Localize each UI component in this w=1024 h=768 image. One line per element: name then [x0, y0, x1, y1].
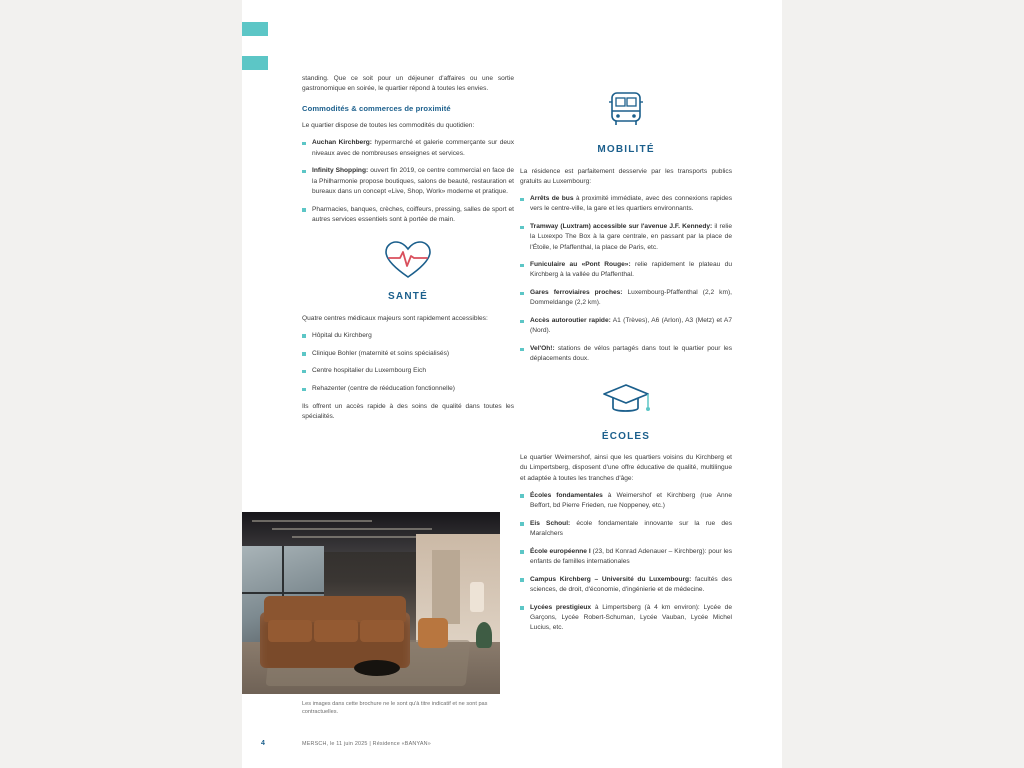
mobilite-intro: La résidence est parfaitement desservie par les transports publics gratuits au Luxembourg:	[520, 167, 732, 185]
list-item: Gares ferroviaires proches: Luxembourg-Pfaffenthal (2,2 km), Dommeldange (2,2 km).	[520, 288, 732, 308]
list-item: Écoles fondamentales à Weimershof et Kirchberg (rue Anne Beffort, bd Pierre Frieden, rue Noppeney, etc.)	[520, 491, 732, 511]
commodities-list	[302, 138, 514, 225]
list-item-label: Accès autoroutier rapide:	[530, 317, 611, 325]
list-item: Hôpital du Kirchberg	[302, 331, 514, 341]
interior-photo	[242, 512, 500, 694]
bus-icon	[520, 88, 732, 138]
list-item-label: École européenne I	[530, 547, 591, 555]
commodities-intro: Le quartier dispose de toutes les commodités du quotidien:	[302, 122, 475, 130]
left-column	[302, 74, 514, 429]
ecoles-list	[520, 491, 732, 633]
list-item-label: Campus Kirchberg – Université du Luxembourg:	[530, 575, 692, 583]
list-item-label: Arrêts de bus	[530, 195, 574, 203]
list-item: Vel'Oh!: stations de vélos partagés dans tout le quartier pour les déplacements doux.	[520, 344, 732, 364]
decorative-bar-bottom	[242, 56, 268, 70]
list-item: Pharmacies, banques, crèches, coiffeurs, pressing, salles de sport et autres services essentiels sont à portée de main.	[302, 205, 514, 225]
sante-outro: Ils offrent un accès rapide à des soins de qualité dans toutes les spécialités.	[302, 402, 514, 420]
list-item: École européenne I (23, bd Konrad Adenauer – Kirchberg): pour les enfants de familles internationales	[520, 547, 732, 567]
page-number: 4	[261, 740, 265, 747]
list-item: Clinique Bohler (maternité et soins spécialisés)	[302, 349, 514, 359]
list-item-label: Funiculaire au «Pont Rouge»:	[530, 261, 631, 269]
list-item-label: Écoles fondamentales	[530, 491, 603, 499]
list-item: Lycées prestigieux à Limpertsberg (à 4 km environ): Lycée de Garçons, Lycée Robert-Schuman, Lycée Vauban, Lycée Michel Lucius, etc.	[520, 603, 732, 634]
graduation-cap-icon	[520, 379, 732, 425]
list-item: Auchan Kirchberg: hypermarché et galerie commerçante sur deux niveaux avec de nombreuses enseignes et services.	[302, 138, 514, 158]
list-item: Campus Kirchberg – Université du Luxembourg: facultés des sciences, de droit, d'économie, d'ingénierie et de médecine.	[520, 575, 732, 595]
list-item-label: Infinity Shopping:	[312, 167, 369, 175]
list-item: Eis Schoul: école fondamentale innovante sur la rue des Maraîchers	[520, 519, 732, 539]
ecoles-intro: Le quartier Weimershof, ainsi que les quartiers voisins du Kirchberg et du Limpertsberg, disposent d'une offre éducative de qualité, multilingue et adaptée à toutes les tranches d'âge:	[520, 454, 732, 482]
photo-caption: Les images dans cette brochure ne le sont qu'à titre indicatif et ne sont pas contractuelles.	[302, 701, 488, 716]
list-item: Tramway (Luxtram) accessible sur l'avenue J.F. Kennedy: il relie la Luxexpo The Box à la gare centrale, en passant par la place de l'Étoile, le Pfaffenthal, la place de Paris, etc.	[520, 222, 732, 253]
list-item-label: Gares ferroviaires proches:	[530, 289, 623, 297]
sante-intro: Quatre centres médicaux majeurs sont rapidement accessibles:	[302, 314, 488, 322]
list-item: Arrêts de bus à proximité immédiate, avec des connexions rapides vers le centre-ville, la gare et les quartiers environnants.	[520, 194, 732, 214]
list-item: Funiculaire au «Pont Rouge»: relie rapidement le plateau du Kirchberg à la vallée du Pfaffenthal.	[520, 260, 732, 280]
heart-pulse-icon	[302, 239, 514, 285]
list-item-label: Tramway (Luxtram) accessible sur l'avenue J.F. Kennedy:	[530, 223, 713, 231]
list-item-label: Lycées prestigieux	[530, 603, 592, 611]
list-item: Rehazenter (centre de rééducation fonctionnelle)	[302, 384, 514, 394]
sante-list	[302, 331, 514, 394]
footer-text: MERSCH, le 11 juin 2025 | Résidence «BANYAN»	[302, 741, 431, 747]
mobilite-list	[520, 194, 732, 364]
commodities-heading: Commodités & commerces de proximité	[302, 104, 451, 114]
list-item: Infinity Shopping: ouvert fin 2019, ce centre commercial en face de la Philharmonie propose boutiques, salons de beauté, restauration et bureaux dans un concept «Live, Shop, Work» moderne et pratique.	[302, 166, 514, 197]
list-item: Accès autoroutier rapide: A1 (Trèves), A6 (Arlon), A3 (Metz) et A7 (Nord).	[520, 316, 732, 336]
right-column	[520, 74, 732, 641]
list-item-label: Vel'Oh!:	[530, 345, 555, 353]
list-item: Centre hospitalier du Luxembourg Eich	[302, 366, 514, 376]
mobilite-title: MOBILITÉ	[597, 144, 655, 156]
sante-title: SANTÉ	[388, 291, 428, 303]
decorative-bar-top	[242, 22, 268, 36]
list-item-label: Auchan Kirchberg:	[312, 139, 372, 147]
intro-paragraph: standing. Que ce soit pour un déjeuner d'affaires ou une sortie gastronomique en soirée, le quartier répond à toutes les envies.	[302, 75, 514, 93]
list-item-label: Eis Schoul:	[530, 519, 571, 527]
ecoles-title: ÉCOLES	[601, 430, 651, 442]
